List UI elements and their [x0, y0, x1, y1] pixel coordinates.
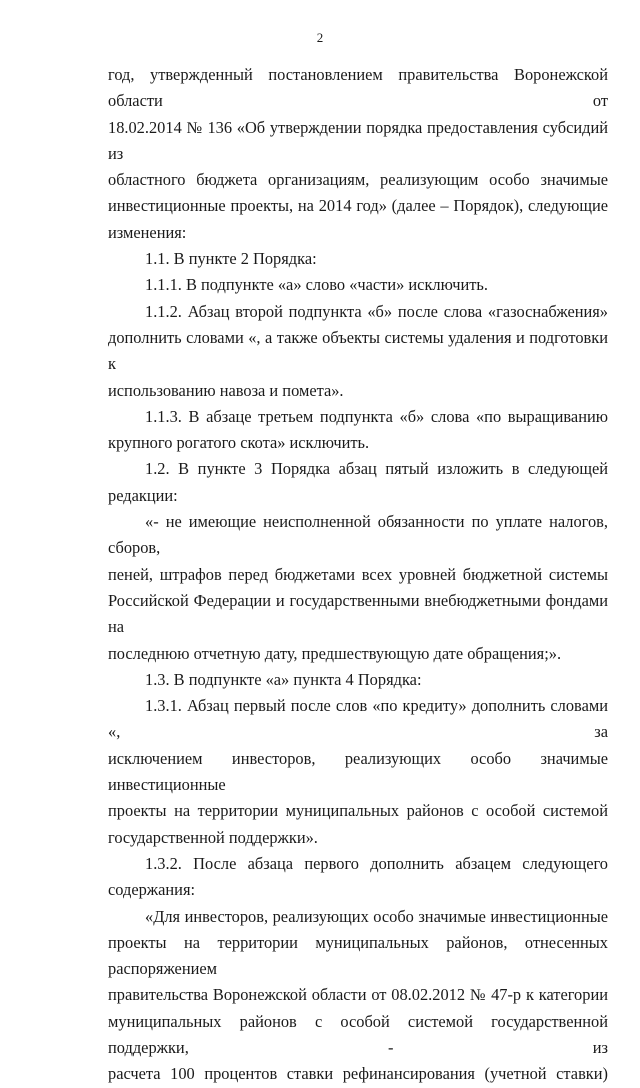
- text-line: 1.3. В подпункте «а» пункта 4 Порядка:: [145, 669, 422, 689]
- text-line: крупного рогатого скота» исключить.: [108, 433, 370, 453]
- text-line: использованию навоза и помета».: [108, 380, 344, 400]
- text-line: содержания:: [108, 880, 196, 900]
- text-line: дополнить словами «, а также объекты системы удаления и подготовки к: [108, 327, 608, 374]
- document-body: [108, 62, 608, 1088]
- text-line: 1.1.2. Абзац второй подпункта «б» после слова «газоснабжения»: [145, 301, 608, 321]
- text-line: Российской Федерации и государственными внебюджетными фондами на: [108, 590, 608, 637]
- text-line: проекты на территории муниципальных районов, отнесенных распоряжением: [108, 932, 608, 979]
- text-line: 1.1.1. В подпункте «а» слово «части» исключить.: [145, 275, 488, 295]
- text-line: муниципальных районов с особой системой государственной поддержки, - из: [108, 1011, 608, 1057]
- text-line: пеней, штрафов перед бюджетами всех уровней бюджетной системы: [108, 564, 608, 584]
- text-line: год, утвержденный постановлением правительства Воронежской области от: [108, 65, 608, 111]
- text-line: 1.1. В пункте 2 Порядка:: [145, 249, 317, 269]
- text-line: последнюю отчетную дату, предшествующую дате обращения;».: [108, 643, 562, 663]
- text-line: 18.02.2014 № 136 «Об утверждении порядка предоставления субсидий из: [108, 117, 608, 163]
- text-line: «- не имеющие неисполненной обязанности по уплате налогов, сборов,: [108, 512, 608, 558]
- text-line: государственной поддержки».: [108, 827, 318, 847]
- text-line: проекты на территории муниципальных районов с особой системой: [108, 801, 608, 821]
- text-line: 1.3.2. После абзаца первого дополнить абзацем следующего: [145, 853, 608, 873]
- text-line: областного бюджета организациям, реализующим особо значимые: [108, 170, 608, 190]
- text-line: 1.1.3. В абзаце третьем подпункта «б» слова «по выращиванию: [145, 406, 608, 426]
- text-line: 1.3.1. Абзац первый после слов «по кредиту» дополнить словами «, за: [108, 696, 608, 742]
- text-line: изменения:: [108, 222, 187, 242]
- text-line: правительства Воронежской области от 08.02.2012 № 47-р к категории: [108, 985, 608, 1005]
- text-line: исключением инвесторов, реализующих особо значимые инвестиционные: [108, 748, 608, 795]
- text-line: «Для инвесторов, реализующих особо значимые инвестиционные: [145, 906, 608, 926]
- text-line: инвестиционные проекты, на 2014 год» (далее – Порядок), следующие: [108, 196, 608, 216]
- text-line: редакции:: [108, 485, 178, 505]
- page-number: 2: [316, 30, 324, 45]
- text-line: расчета 100 процентов ставки рефинансирования (учетной ставки): [108, 1064, 608, 1084]
- text-line: 1.2. В пункте 3 Порядка абзац пятый изложить в следующей: [145, 459, 608, 479]
